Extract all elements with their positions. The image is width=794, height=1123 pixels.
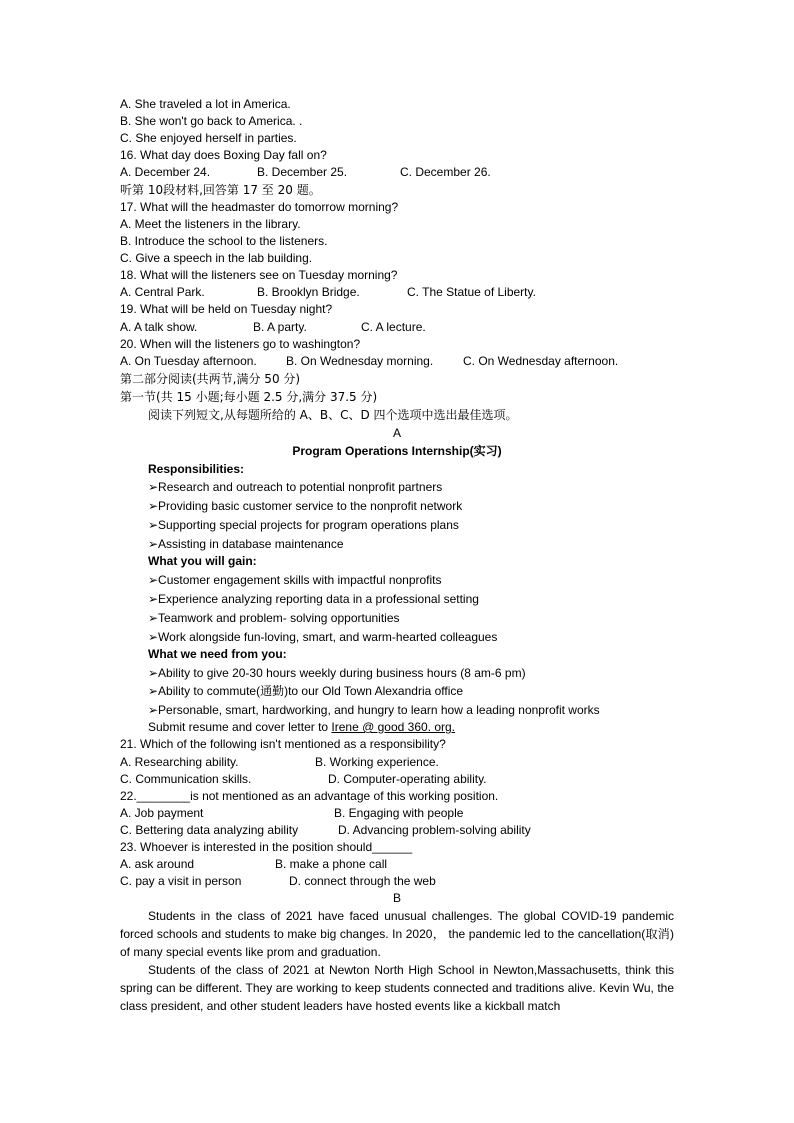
q15-option-c: C. She enjoyed herself in parties. [120, 131, 297, 145]
gain-heading: What you will gain: [148, 554, 257, 568]
q15-option-a: A. She traveled a lot in America. [120, 97, 291, 111]
passage-b-paragraph-1: Students in the class of 2021 have faced unusual challenges. The global COVID-19 pandemic forced schools and students to make big changes. In 2020， the pandemic led to the cancellation(取消) of many special events like prom and graduation. [120, 909, 674, 959]
q18-stem: 18. What will the listeners see on Tuesday morning? [120, 268, 398, 282]
q21-stem: 21. Which of the following isn't mentioned as a responsibility? [120, 737, 446, 751]
q16-option-a: A. December 24. [120, 165, 211, 179]
q16-stem: 16. What day does Boxing Day fall on? [120, 148, 327, 162]
q20-option-c: C. On Wednesday afternoon. [463, 354, 619, 368]
q23-option-d: D. connect through the web [289, 874, 436, 888]
submit-text: Submit resume and cover letter to [148, 720, 332, 734]
passage-b-paragraph-2: Students of the class of 2021 at Newton North High School in Newton,Massachusetts, think this spring can be different. They are working to keep students connected and traditions alive. Kevin Wu, the class president, and other student leaders have hosted events like a kickball match [120, 963, 674, 1013]
material-10-instruction: 听第 10段材料,回答第 17 至 20 题。 [120, 183, 321, 197]
q22-option-b: B. Engaging with people [334, 806, 464, 820]
responsibilities-heading: Responsibilities: [148, 462, 245, 476]
q16-option-c: C. December 26. [400, 165, 491, 179]
q18-option-b: B. Brooklyn Bridge. [257, 285, 360, 299]
q20-option-a: A. On Tuesday afternoon. [120, 354, 257, 368]
responsibility-item: ➢Supporting special projects for program operations plans [148, 518, 459, 532]
q17-option-c: C. Give a speech in the lab building. [120, 251, 313, 265]
q19-option-c: C. A lecture. [361, 320, 426, 334]
q19-option-b: B. A party. [253, 320, 307, 334]
q22-stem: 22.________is not mentioned as an advantage of this working position. [120, 789, 499, 803]
q21-option-b: B. Working experience. [315, 755, 439, 769]
q20-option-b: B. On Wednesday morning. [286, 354, 434, 368]
q22-option-c: C. Bettering data analyzing ability [120, 823, 299, 837]
gain-item: ➢Customer engagement skills with impactful nonprofits [148, 573, 442, 587]
submit-line [148, 719, 455, 736]
q19-option-a: A. A talk show. [120, 320, 198, 334]
q20-stem: 20. When will the listeners go to washington? [120, 337, 361, 351]
q23-option-b: B. make a phone call [275, 857, 388, 871]
q23-option-c: C. pay a visit in person [120, 874, 242, 888]
need-item: ➢Personable, smart, hardworking, and hungry to learn how a leading nonprofit works [148, 703, 600, 717]
q21-option-c: C. Communication skills. [120, 772, 252, 786]
q23-option-a: A. ask around [120, 857, 195, 871]
q21-option-d: D. Computer-operating ability. [328, 772, 487, 786]
q17-option-b: B. Introduce the school to the listeners. [120, 234, 328, 248]
q22-option-a: A. Job payment [120, 806, 204, 820]
responsibility-item: ➢Assisting in database maintenance [148, 537, 344, 551]
q23-stem: 23. Whoever is interested in the position should______ [120, 840, 413, 854]
q17-option-a: A. Meet the listeners in the library. [120, 217, 301, 231]
q22-option-d: D. Advancing problem-solving ability [338, 823, 531, 837]
q21-option-a: A. Researching ability. [120, 755, 239, 769]
reading-instruction: 阅读下列短文,从每题所给的 A、B、C、D 四个选项中选出最佳选项。 [148, 408, 518, 422]
q17-stem: 17. What will the headmaster do tomorrow morning? [120, 200, 399, 214]
gain-item: ➢Work alongside fun-loving, smart, and warm-hearted colleagues [148, 630, 498, 644]
q15-option-b: B. She won't go back to America. . [120, 114, 303, 128]
gain-item: ➢Experience analyzing reporting data in a professional setting [148, 592, 479, 606]
need-item: ➢Ability to give 20-30 hours weekly during business hours (8 am-6 pm) [148, 666, 526, 680]
submit-email-link[interactable]: Irene @ good 360. org. [331, 720, 456, 734]
part2-heading: 第二部分阅读(共两节,满分 50 分) [120, 372, 301, 386]
need-item: ➢Ability to commute(通勤)to our Old Town Alexandria office [148, 684, 464, 698]
gain-item: ➢Teamwork and problem- solving opportunities [148, 611, 400, 625]
passage-a-letter: A [392, 426, 401, 440]
section1-heading: 第一节(共 15 小题;每小题 2.5 分,满分 37.5 分) [120, 390, 378, 404]
q16-option-b: B. December 25. [257, 165, 348, 179]
q18-option-a: A. Central Park. [120, 285, 205, 299]
responsibility-item: ➢Research and outreach to potential nonprofit partners [148, 480, 443, 494]
q19-stem: 19. What will be held on Tuesday night? [120, 302, 333, 316]
need-heading: What we need from you: [148, 647, 287, 661]
passage-b-letter: B [392, 891, 401, 905]
passage-a-title: Program Operations Internship(实习) [292, 444, 502, 458]
q18-option-c: C. The Statue of Liberty. [407, 285, 536, 299]
responsibility-item: ➢Providing basic customer service to the nonprofit network [148, 499, 463, 513]
